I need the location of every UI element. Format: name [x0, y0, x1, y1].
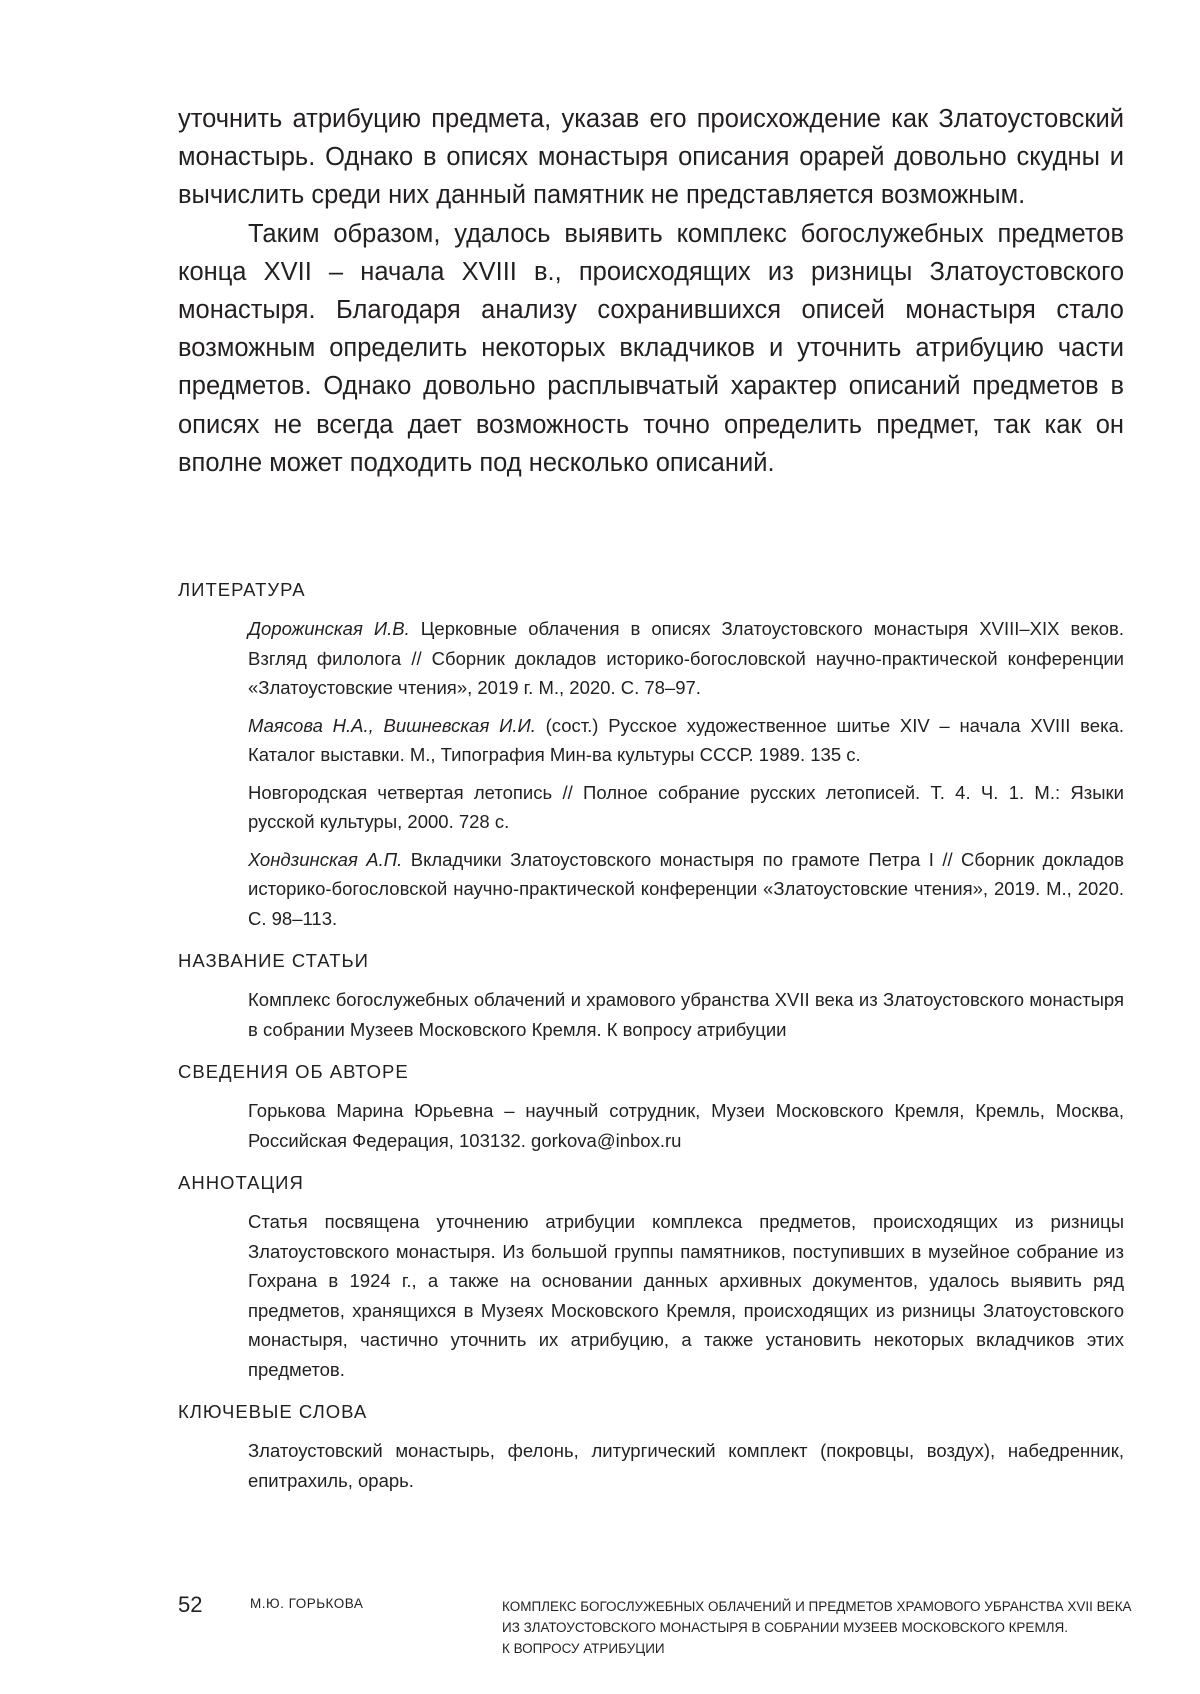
abstract-section: [178, 1171, 1124, 1384]
article-metadata: [178, 578, 1124, 1511]
reference-author: Маясова Н.А., Вишневская И.И.: [248, 714, 536, 736]
references-list: [248, 614, 1124, 933]
running-head-line: К ВОПРОСУ АТРИБУЦИИ: [502, 1641, 665, 1656]
section-heading: НАЗВАНИЕ СТАТЬИ: [178, 950, 369, 971]
reference-item: [248, 778, 1124, 837]
running-head-title: [502, 1596, 1132, 1659]
keywords-text: Златоустовский монастырь, фелонь, литургический комплект (покровцы, воздух), набедренник, епитрахиль, орарь.: [248, 1440, 1124, 1491]
article-title-text: Комплекс богослужебных облачений и храмового убранства XVII века из Златоустовского монастыря в собрании Музеев Московского Кремля. К вопросу атрибуции: [248, 989, 1124, 1040]
reference-author: Хондзинская А.П.: [248, 848, 403, 870]
paragraph: уточнить атрибуцию предмета, указав его происхождение как Златоустовский монастырь. Однако в описях монастыря описания орарей довольно скудны и вычислить среди них данный памятник не представляется возможным.: [178, 105, 1124, 210]
keywords-section: [178, 1400, 1124, 1495]
section-heading: ЛИТЕРАТУРА: [178, 579, 306, 600]
running-head-author: М.Ю. ГОРЬКОВА: [250, 1596, 364, 1611]
reference-item: [248, 845, 1124, 934]
section-body: [248, 985, 1124, 1044]
running-head-line: ИЗ ЗЛАТОУСТОВСКОГО МОНАСТЫРЯ В СОБРАНИИ МУЗЕЕВ МОСКОВСКОГО КРЕМЛЯ.: [502, 1620, 1069, 1635]
reference-text: Вкладчики Златоустовского монастыря по грамоте Петра I // Сборник докладов историко-богословской научно-практической конференции «Златоустовские чтения», 2019. М., 2020. С. 98–113.: [248, 848, 1124, 929]
article-title-section: [178, 949, 1124, 1044]
reference-text: (сост.) Русское художественное шитье XIV – начала XVIII века. Каталог выставки. М., Типография Мин-ва культуры СССР. 1989. 135 с.: [248, 714, 1125, 765]
section-body: [248, 1096, 1124, 1155]
reference-text: Новгородская четвертая летопись // Полное собрание русских летописей. Т. 4. Ч. 1. М.: Языки русской культуры, 2000. 728 с.: [248, 781, 1124, 832]
section-heading: КЛЮЧЕВЫЕ СЛОВА: [178, 1401, 368, 1422]
section-heading: АННОТАЦИЯ: [178, 1172, 304, 1193]
abstract-text: Статья посвящена уточнению атрибуции комплекса предметов, происходящих из ризницы Златоустовского монастыря. Из большой группы памятников, поступивших в музейное собрание из Гохрана в 1924 г., а также на основании данных архивных документов, удалось выявить ряд предметов, хранящихся в Музеях Московского Кремля, происходящих из ризницы Златоустовского монастыря, частично уточнить их атрибуцию, а также установить некоторых вкладчиков этих предметов.: [248, 1211, 1124, 1380]
literature-section: [178, 578, 1124, 933]
reference-item: [248, 614, 1124, 703]
reference-text: Церковные облачения в описях Златоустовского монастыря XVIII–XIX веков. Взгляд филолога // Сборник докладов историко-богословской научно-практической конференции «Златоустовские чтения», 2019 г. М., 2020. С. 78–97.: [248, 618, 1124, 698]
reference-item: [248, 711, 1124, 770]
running-head-line: КОМПЛЕКС БОГОСЛУЖЕБНЫХ ОБЛАЧЕНИЙ И ПРЕДМЕТОВ ХРАМОВОГО УБРАНСТВА XVII ВЕКА: [502, 1599, 1132, 1614]
author-info-text: Горькова Марина Юрьевна – научный сотрудник, Музеи Московского Кремля, Кремль, Москва, Российская Федерация, 103132. gorkova@inbox.ru: [248, 1100, 1124, 1151]
main-text: [178, 100, 1124, 482]
section-body: [248, 1436, 1124, 1495]
paragraph: Таким образом, удалось выявить комплекс богослужебных предметов конца XVII – начала XVIII в., происходящих из ризницы Златоустовского монастыря. Благодаря анализу сохранившихся описей монастыря стало возможным определить некоторых вкладчиков и уточнить атрибуцию части предметов. Однако довольно расплывчатый характер описаний предметов в описях не всегда дает возможность точно определить предмет, так как он вполне может подходить под несколько описаний.: [178, 219, 1124, 477]
section-body: [248, 1207, 1124, 1384]
author-info-section: [178, 1060, 1124, 1155]
section-heading: СВЕДЕНИЯ ОБ АВТОРЕ: [178, 1061, 409, 1082]
page-footer: [178, 1590, 1132, 1690]
page-number: 52: [178, 1592, 203, 1617]
reference-author: Дорожинская И.В.: [248, 618, 410, 639]
